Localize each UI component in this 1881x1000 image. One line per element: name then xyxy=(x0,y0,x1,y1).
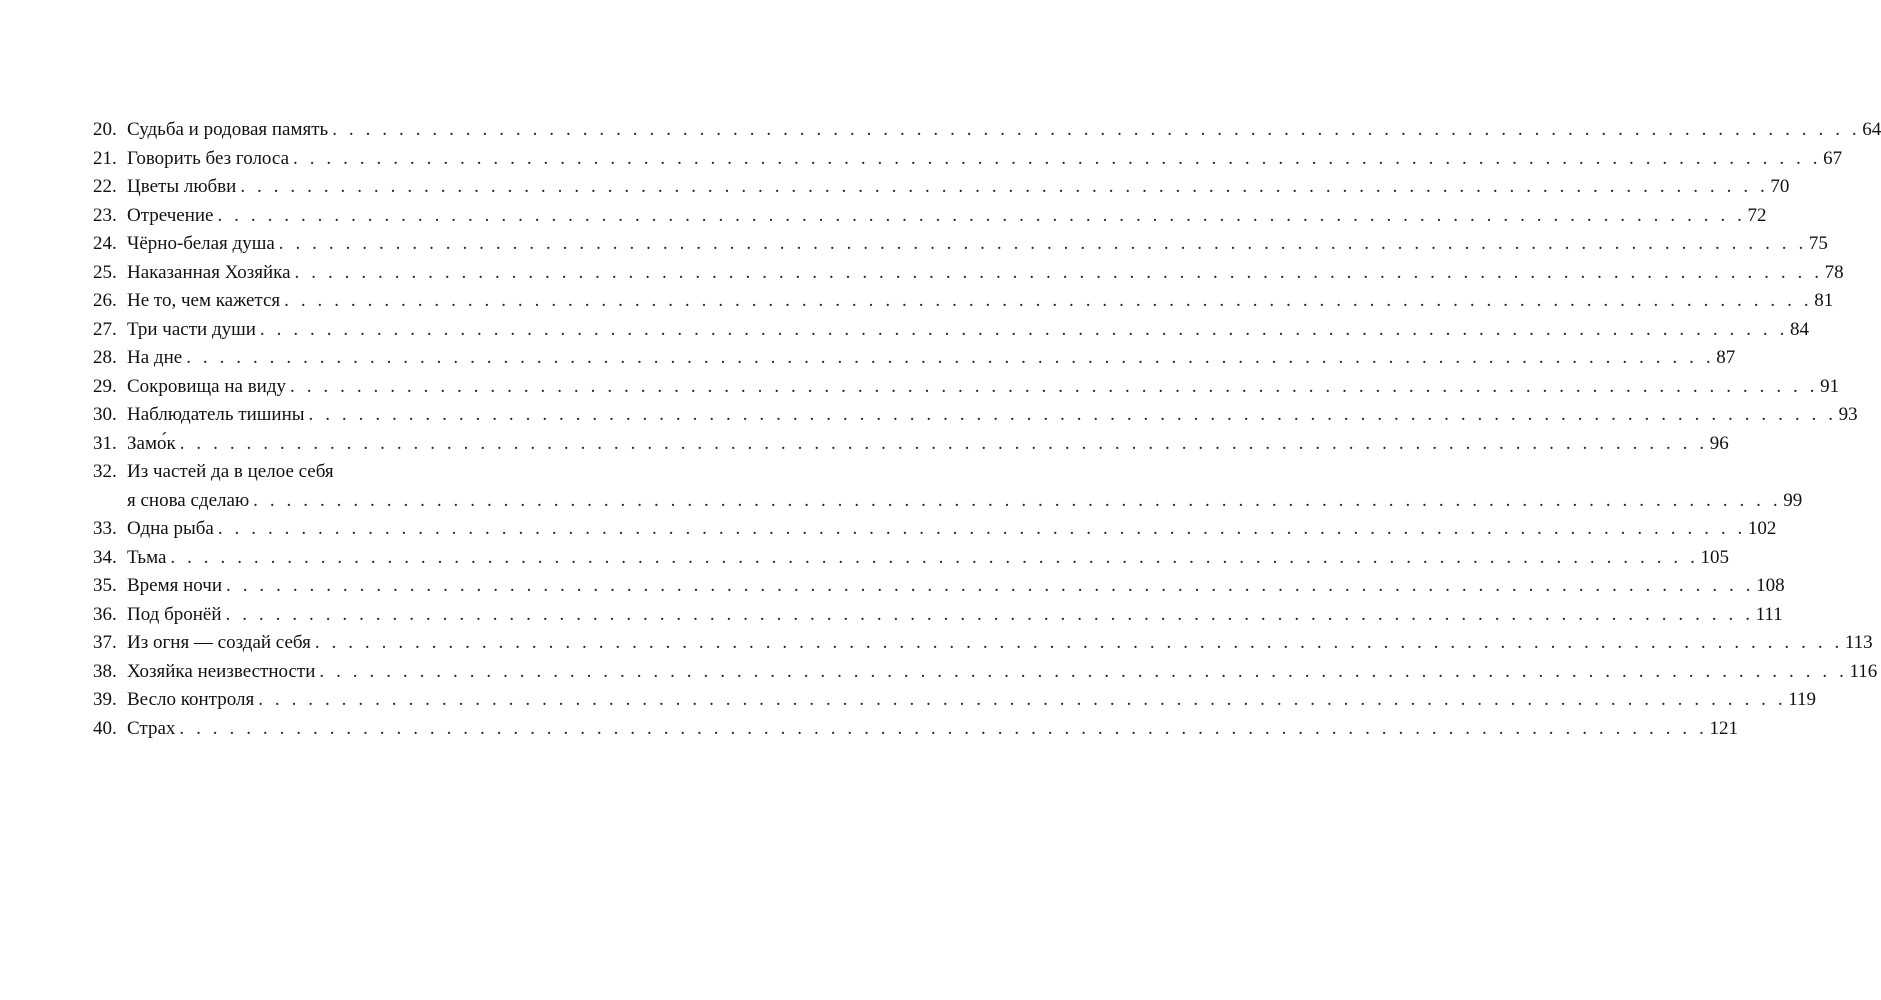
toc-entry-title: Замо́к xyxy=(127,432,176,454)
toc-entry-row xyxy=(93,572,1785,601)
toc-entry-number: 31. xyxy=(93,432,117,454)
toc-entry xyxy=(93,629,1873,658)
toc-entry-row xyxy=(93,230,1828,259)
toc-entry-row xyxy=(93,373,1840,402)
toc-entry xyxy=(93,287,1834,316)
toc-entry xyxy=(93,145,1843,174)
toc-entry-row xyxy=(93,458,535,487)
toc-entry xyxy=(93,715,1738,744)
toc-entry xyxy=(93,544,1729,573)
toc-entry-title: Весло контроля xyxy=(127,689,255,710)
toc-dot-leader: . . . . . . . . . . . . . . . . . . . . . . . . . . . . . . . . . . . . . . . . . . . . . . . . . . . . . . . . . . . . . . . . . . . . . . . . . . . . . . . . . . . . . . . . . . . . xyxy=(294,261,1823,283)
toc-entry-title-continuation: я снова сделаю xyxy=(127,489,250,511)
toc-entry-page: 121 xyxy=(1709,717,1738,739)
toc-entry-title: Одна рыба xyxy=(127,518,214,539)
toc-entry-number: 22. xyxy=(93,176,117,197)
toc-entry-row xyxy=(93,287,1834,316)
toc-entry xyxy=(93,572,1785,601)
toc-entry-row xyxy=(93,202,1767,231)
toc-entry-page: 72 xyxy=(1747,204,1767,226)
toc-entry-title: Три части души xyxy=(127,318,256,340)
toc-entry-number: 39. xyxy=(93,689,117,710)
toc-entry xyxy=(93,458,1803,515)
toc-entry-page: 113 xyxy=(1844,632,1873,653)
toc-entry-row xyxy=(93,116,1881,145)
toc-entry xyxy=(93,173,1790,202)
toc-entry-number: 24. xyxy=(93,233,117,254)
toc-dot-leader: . . . . . . . . . . . . . . . . . . . . . . . . . . . . . . . . . . . . . . . . . . . . . . . . . . . . . . . . . . . . . . . . . . . . . . . . . . . . . . . . . . . . . . . . . . . . xyxy=(217,518,1746,539)
toc-entry-number: 23. xyxy=(93,204,117,226)
toc-entry-row xyxy=(93,259,1844,288)
toc-entry-page: 64 xyxy=(1862,119,1881,140)
toc-entry-title: Сокровища на виду xyxy=(127,375,287,397)
toc-entry-page: 75 xyxy=(1808,233,1828,254)
toc-entry-title: Время ночи xyxy=(127,575,223,596)
toc-entry-title: Под бронёй xyxy=(127,603,222,625)
toc-dot-leader: . . . . . . . . . . . . . . . . . . . . . . . . . . . . . . . . . . . . . . . . . . . . . . . . . . . . . . . . . . . . . . . . . . . . . . . . . . . . . . . . . . . . . . . . . . . . xyxy=(217,204,1746,226)
toc-entry xyxy=(93,658,1878,687)
toc-entry xyxy=(93,373,1840,402)
toc-entry-title: Наказанная Хозяйка xyxy=(127,261,291,283)
toc-entry-number: 25. xyxy=(93,261,117,283)
toc-entry xyxy=(93,230,1828,259)
toc-entry-number: 26. xyxy=(93,290,117,311)
toc-entry-title: Наблюдатель тишины xyxy=(127,404,305,425)
toc-entry-title: Хозяйка неизвестности xyxy=(127,660,316,682)
toc-entry-page: 102 xyxy=(1747,518,1777,539)
toc-dot-leader: . . . . . . . . . . . . . . . . . . . . . . . . . . . . . . . . . . . . . . . . . . . . . . . . . . . . . . . . . . . . . . . . . . . . . . . . . . . . . . . . . . . . . . . . . . . . xyxy=(170,546,1699,568)
toc-entry xyxy=(93,316,1809,345)
toc-dot-leader: . . . . . . . . . . . . . . . . . . . . . . . . . . . . . . . . . . . . . . . . . . . . . . . . . . . . . . . . . . . . . . . . . . . . . . . . . . . . . . . . . . . . . . . . . . . . xyxy=(332,119,1861,140)
toc-dot-leader: . . . . . . . . . . . . . . . . . . . . . . . . . . . . . . . . . . . . . . . . . . . . . . . . . . . . . . . . . . . . . . . . . . . . . . . . . . . . . . . . . . . . . . . . . . . . xyxy=(278,233,1807,254)
toc-entry xyxy=(93,686,1817,715)
toc-entry xyxy=(93,430,1729,459)
toc-entry-number: 38. xyxy=(93,660,117,682)
toc-entry-page: 78 xyxy=(1824,261,1844,283)
toc-entry-title: Из частей да в целое себя xyxy=(127,461,334,482)
toc-dot-leader: . . . . . . . . . . . . . . . . . . . . . . . . . . . . . . . . . . . . . . . . . . . . . . . . . . . . . . . . . . . . . . . . . . . . . . . . . . . . . . . . . . . . . . . . . . . . xyxy=(240,176,1769,197)
toc-entry-page: 93 xyxy=(1838,404,1858,425)
toc-dot-leader: . . . . . . . . . . . . . . . . . . . . . . . . . . . . . . . . . . . . . . . . . . . . . . . . . . . . . . . . . . . . . . . . . . . . . . . . . . . . . . . . . . . . . . . . . . . . xyxy=(179,432,1708,454)
toc-entry-page: 108 xyxy=(1756,575,1785,596)
toc-entry-row xyxy=(93,686,1817,715)
toc-entry xyxy=(93,401,1858,430)
toc-entry xyxy=(93,202,1767,231)
toc-entry-title: Цветы любви xyxy=(127,176,237,197)
toc-entry-title: Чёрно-белая душа xyxy=(127,233,275,254)
toc-entry xyxy=(93,344,1736,373)
toc-entry-page: 96 xyxy=(1709,432,1729,454)
table-of-contents xyxy=(93,116,1881,743)
toc-entry-page: 116 xyxy=(1849,660,1878,682)
toc-entry xyxy=(93,601,1783,630)
toc-entry-row xyxy=(93,401,1858,430)
toc-entry-row xyxy=(93,658,1878,687)
toc-entry-page: 105 xyxy=(1700,546,1729,568)
toc-entry-number: 36. xyxy=(93,603,117,625)
toc-entry-number: 37. xyxy=(93,632,117,653)
toc-entry-title: Тьма xyxy=(127,546,167,568)
toc-dot-leader: . . . . . . . . . . . . . . . . . . . . . . . . . . . . . . . . . . . . . . . . . . . . . . . . . . . . . . . . . . . . . . . . . . . . . . . . . . . . . . . . . . . . . . . . . . . . xyxy=(308,404,1837,425)
toc-entry-row xyxy=(93,544,1729,573)
toc-entry-page: 99 xyxy=(1783,489,1803,511)
toc-entry-number: 28. xyxy=(93,347,117,368)
toc-entry-number: 21. xyxy=(93,147,117,169)
toc-entry-page: 81 xyxy=(1814,290,1834,311)
toc-entry-title: Судьба и родовая память xyxy=(127,119,329,140)
toc-entry-page: 87 xyxy=(1716,347,1736,368)
toc-entry-row xyxy=(93,173,1790,202)
toc-entry-title: На дне xyxy=(127,347,183,368)
toc-entry xyxy=(93,259,1844,288)
toc-dot-leader: . . . . . . . . . . . . . . . . . . . . . . . . . . . . . . . . . . . . . . . . . . . . . . . . . . . . . . . . . . . . . . . . . . . . . . . . . . . . . . . . . . . . . . . . . . . . xyxy=(226,575,1755,596)
toc-entry-page: 111 xyxy=(1755,603,1783,625)
toc-entry xyxy=(93,116,1881,145)
toc-entry-row xyxy=(93,145,1843,174)
toc-dot-leader: . . . . . . . . . . . . . . . . . . . . . . . . . . . . . . . . . . . . . . . . . . . . . . . . . . . . . . . . . . . . . . . . . . . . . . . . . . . . . . . . . . . . . . . . . . . . xyxy=(259,318,1788,340)
toc-entry-row-continuation xyxy=(93,487,1803,516)
toc-entry-title: Из огня — создай себя xyxy=(127,632,311,653)
toc-dot-leader: . . . . . . . . . . . . . . . . . . . . . . . . . . . . . . . . . . . . . . . . . . . . . . . . . . . . . . . . . . . . . . . . . . . . . . . . . . . . . . . . . . . . . . . . . . . . xyxy=(179,717,1708,739)
toc-dot-leader: . . . . . . . . . . . . . . . . . . . . . . . . . . . . . . . . . . . . . . . . . . . . . . . . . . . . . . . . . . . . . . . . . . . . . . . . . . . . . . . . . . . . . . . . . . . . xyxy=(253,489,1782,511)
toc-dot-leader: . . . . . . . . . . . . . . . . . . . . . . . . . . . . . . . . . . . . . . . . . . . . . . . . . . . . . . . . . . . . . . . . . . . . . . . . . . . . . . . . . . . . . . . . . . . . xyxy=(186,347,1715,368)
toc-dot-leader: . . . . . . . . . . . . . . . . . . . . . . . . . . . . . . . . . . . . . . . . . . . . . . . . . . . . . . . . . . . . . . . . . . . . . . . . . . . . . . . . . . . . . . . . . . . . xyxy=(284,290,1813,311)
toc-entry-title: Не то, чем кажется xyxy=(127,290,281,311)
toc-entry-number: 34. xyxy=(93,546,117,568)
toc-entry-title: Отречение xyxy=(127,204,214,226)
toc-dot-leader: . . . . . . . . . . . . . . . . . . . . . . . . . . . . . . . . . . . . . . . . . . . . . . . . . . . . . . . . . . . . . . . . . . . . . . . . . . . . . . . . . . . . . . . . . . . . xyxy=(258,689,1787,710)
toc-entry-row xyxy=(93,316,1809,345)
toc-entry-row xyxy=(93,344,1736,373)
toc-entry-number: 32. xyxy=(93,461,117,482)
toc-entry-page: 119 xyxy=(1788,689,1817,710)
toc-entry-page: 84 xyxy=(1789,318,1809,340)
toc-entry-number: 27. xyxy=(93,318,117,340)
toc-entry-page: 70 xyxy=(1770,176,1790,197)
toc-entry-number: 20. xyxy=(93,119,117,140)
toc-entry-title: Страх xyxy=(127,717,176,739)
toc-dot-leader: . . . . . . . . . . . . . . . . . . . . . . . . . . . . . . . . . . . . . . . . . . . . . . . . . . . . . . . . . . . . . . . . . . . . . . . . . . . . . . . . . . . . . . . . . . . . xyxy=(314,632,1843,653)
toc-entry-number: 29. xyxy=(93,375,117,397)
toc-entry-page: 67 xyxy=(1823,147,1843,169)
toc-entry-number: 30. xyxy=(93,404,117,425)
toc-entry-number: 33. xyxy=(93,518,117,539)
toc-dot-leader: . . . . . . . . . . . . . . . . . . . . . . . . . . . . . . . . . . . . . . . . . . . . . . . . . . . . . . . . . . . . . . . . . . . . . . . . . . . . . . . . . . . . . . . . . . . . xyxy=(225,603,1754,625)
toc-entry-row xyxy=(93,629,1873,658)
toc-entry-row xyxy=(93,715,1738,744)
toc-entry-number: 35. xyxy=(93,575,117,596)
toc-dot-leader: . . . . . . . . . . . . . . . . . . . . . . . . . . . . . . . . . . . . . . . . . . . . . . . . . . . . . . . . . . . . . . . . . . . . . . . . . . . . . . . . . . . . . . . . . . . . xyxy=(319,660,1848,682)
toc-entry-page: 91 xyxy=(1820,375,1840,397)
toc-entry-row xyxy=(93,430,1729,459)
toc-entry-number: 40. xyxy=(93,717,117,739)
toc-entry-title: Говорить без голоса xyxy=(127,147,290,169)
toc-dot-leader: . . . . . . . . . . . . . . . . . . . . . . . . . . . . . . . . . . . . . . . . . . . . . . . . . . . . . . . . . . . . . . . . . . . . . . . . . . . . . . . . . . . . . . . . . . . . xyxy=(290,375,1819,397)
toc-dot-leader: . . . . . . . . . . . . . . . . . . . . . . . . . . . . . . . . . . . . . . . . . . . . . . . . . . . . . . . . . . . . . . . . . . . . . . . . . . . . . . . . . . . . . . . . . . . . xyxy=(293,147,1822,169)
toc-entry-row xyxy=(93,515,1777,544)
toc-entry-row xyxy=(93,601,1783,630)
toc-entry xyxy=(93,515,1777,544)
